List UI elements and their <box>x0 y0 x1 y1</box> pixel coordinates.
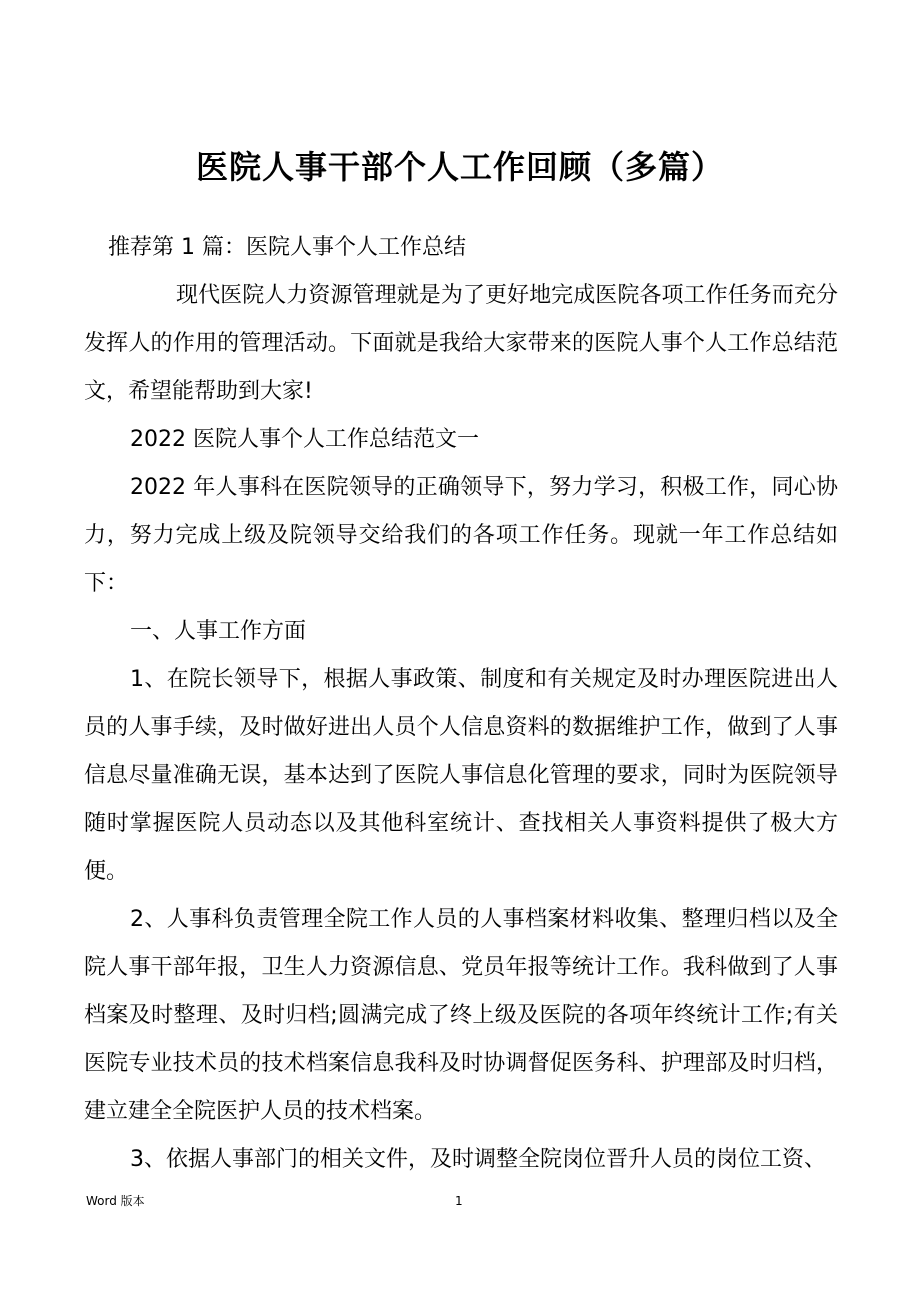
paragraph-intro: 现代医院人力资源管理就是为了更好地完成医院各项工作任务而充分发挥人的作用的管理活动。下面就是我给大家带来的医院人事个人工作总结范文，希望能帮助到大家! <box>84 283 838 404</box>
paragraph-item-1: 1、在院长领导下，根据人事政策、制度和有关规定及时办理医院进出人员的人事手续，及时做好进出人员个人信息资料的数据维护工作，做到了人事信息尽量准确无误，基本达到了医院人事信息化管理的要求，同时为医院领导随时掌握医院人员动态以及其他科室统计、查找相关人事资料提供了极大方便。 <box>84 667 838 884</box>
paragraph-heading-personnel: 一、人事工作方面 <box>130 619 307 644</box>
paragraph-item-2: 2、人事科负责管理全院工作人员的人事档案材料收集、整理归档以及全院人事干部年报，卫生人力资源信息、党员年报等统计工作。我科做到了人事档案及时整理、及时归档;圆满完成了终上级及医院的各项年终统计工作;有关医院专业技术员的技术档案信息我科及时协调督促医务科、护理部及时归档，建立建全全院医护人员的技术档案。 <box>84 907 838 1124</box>
paragraph-summary: 2022 年人事科在医院领导的正确领导下，努力学习，积极工作，同心协力，努力完成上级及院领导交给我们的各项工作任务。现就一年工作总结如下： <box>84 475 838 596</box>
paragraph-section-title: 2022 医院人事个人工作总结范文一 <box>130 427 479 452</box>
footer-label: Word 版本 <box>86 1194 145 1208</box>
recommend-heading: 推荐第 1 篇：医院人事个人工作总结 <box>108 235 466 260</box>
page-number: 1 <box>455 1194 463 1208</box>
paragraph-item-3: 3、依据人事部门的相关文件，及时调整全院岗位晋升人员的岗位工资、 <box>130 1147 826 1172</box>
document-title: 医院人事干部个人工作回顾（多篇） <box>195 148 724 186</box>
